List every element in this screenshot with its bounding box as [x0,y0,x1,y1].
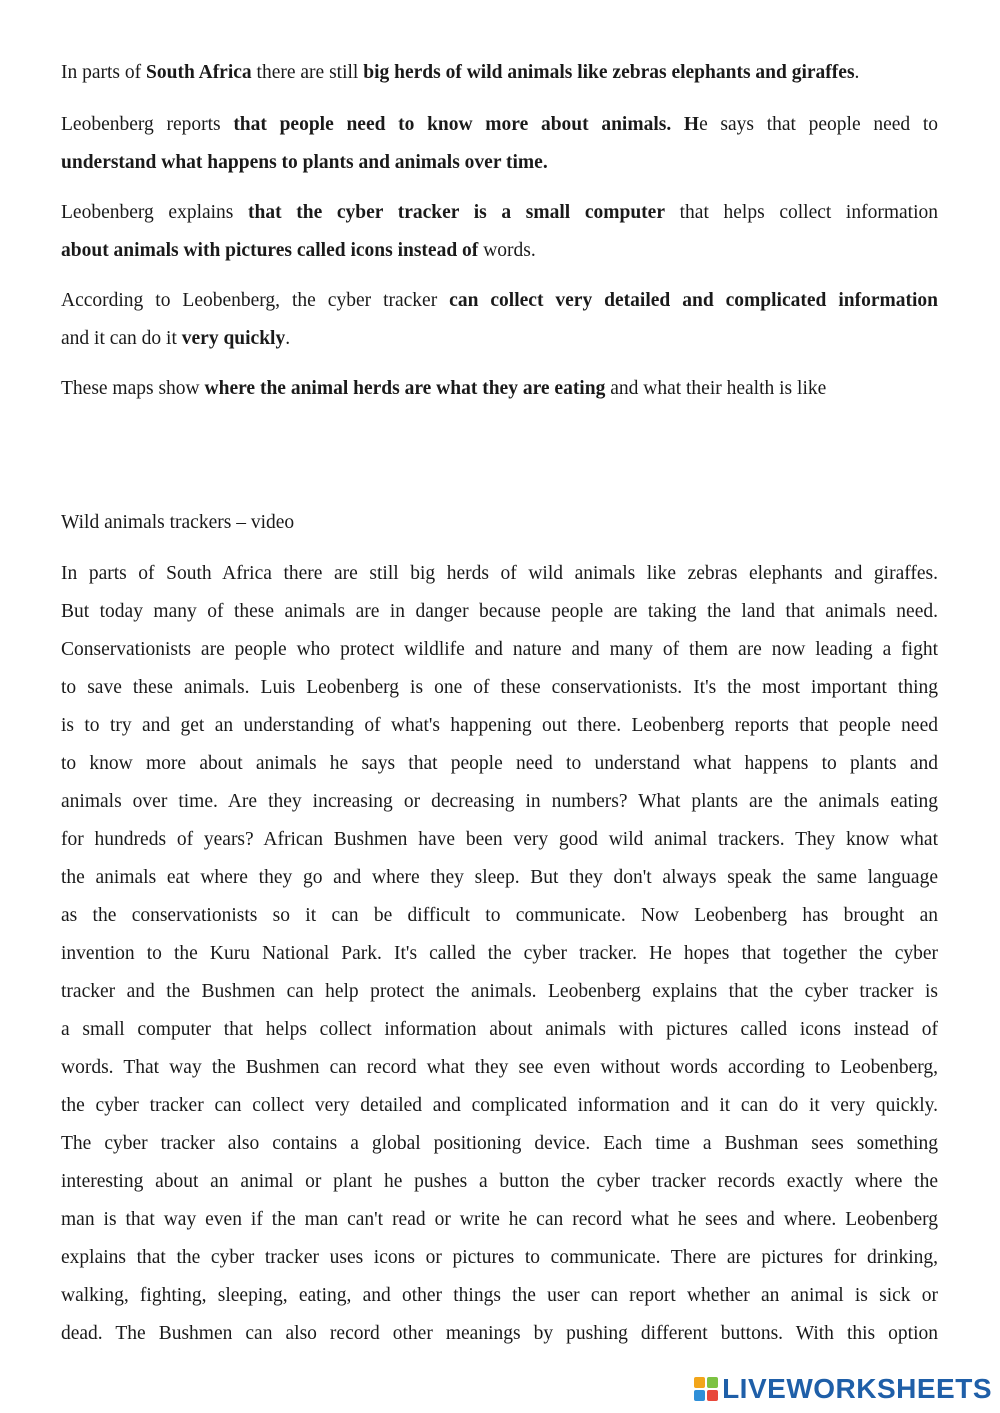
summary-paragraph [61,106,938,182]
transcript-line: to save these animals. Luis Leobenberg is one of these conservationists. It's the most important thing [61,677,938,698]
bold-text: that the cyber tracker is a small computer [248,202,665,223]
transcript-line: explains that the cyber tracker uses icons or pictures to communicate. There are pictures for drinking, [61,1247,938,1268]
summary-paragraph [61,54,938,92]
transcript-line: interesting about an animal or plant he pushes a button the cyber tracker records exactly where the [61,1171,938,1192]
transcript-line: tracker and the Bushmen can help protect the animals. Leobenberg explains that the cyber tracker is [61,981,938,1002]
text: and it can do it [61,328,182,349]
transcript-line: Conservationists are people who protect wildlife and nature and many of them are now leading a fight [61,639,938,660]
summary-line [61,370,938,408]
transcript-line: In parts of South Africa there are still big herds of wild animals like zebras elephants and giraffes. [61,563,938,584]
bold-text: that people need to know more about animals. H [233,114,700,135]
text: . [854,62,860,83]
transcript-line: The cyber tracker also contains a global positioning device. Each time a Bushman sees something [61,1133,938,1154]
transcript-line: words. That way the Bushmen can record what they see even without words according to Leobenberg, [61,1057,938,1078]
transcript-line: walking, fighting, sleeping, eating, and other things the user can report whether an animal is sick or [61,1285,938,1306]
text: . [285,328,291,349]
transcript-line: man is that way even if the man can't read or write he can record what he sees and where. Leobenberg [61,1209,938,1230]
logo-text: LIVEWORKSHEETS [722,1373,992,1404]
summary-line [61,194,938,232]
text: Leobenberg explains [61,202,249,223]
transcript-line: the animals eat where they go and where they sleep. But they don't always speak the same language [61,867,938,888]
summary-line [61,144,938,182]
bold-text: big herds of wild animals like zebras elephants and giraffes [363,62,855,83]
transcript-line: animals over time. Are they increasing or decreasing in numbers? What plants are the animals eating [61,791,938,812]
bold-text: very quickly [181,328,286,349]
liveworksheets-logo-icon [694,1377,718,1401]
transcript-line: the cyber tracker can collect very detailed and complicated information and it can do it very quickly. [61,1095,938,1116]
text: e says that people need to [699,114,938,135]
summary-line [61,54,938,92]
summary-line [61,282,938,320]
transcript-line: as the conservationists so it can be difficult to communicate. Now Leobenberg has brought an [61,905,938,926]
text: These maps show [61,378,205,399]
summary-line [61,232,938,270]
bold-text: can collect very detailed and complicated information [449,290,938,311]
summary-line [61,320,938,358]
text: In parts of [61,62,147,83]
bold-text: understand what happens to plants and animals over time. [61,152,548,173]
transcript-title: Wild animals trackers – video [61,512,295,533]
bold-text: South Africa [146,62,252,83]
transcript-line: invention to the Kuru National Park. It's called the cyber tracker. He hopes that together the cyber [61,943,938,964]
text: there are still [251,62,364,83]
text: and what their health is like [605,378,827,399]
transcript-body [61,555,938,1353]
text: words. [478,240,536,261]
transcript-line: But today many of these animals are in danger because people are taking the land that animals need. [61,601,938,622]
summary-paragraph [61,282,938,358]
transcript-line: to know more about animals he says that people need to understand what happens to plants and [61,753,938,774]
transcript-line: dead. The Bushmen can also record other meanings by pushing different buttons. With this option [61,1323,938,1344]
summary-line [61,106,938,144]
text: that helps collect information [665,202,938,223]
transcript-line: a small computer that helps collect information about animals with pictures called icons instead of [61,1019,938,1040]
summary-paragraph [61,370,938,408]
bold-text: where the animal herds are what they are eating [204,378,606,399]
transcript-line: for hundreds of years? African Bushmen have been very good wild animal trackers. They know what [61,829,938,850]
summary-paragraph [61,194,938,270]
text: According to Leobenberg, the cyber tracker [61,290,450,311]
bold-text: about animals with pictures called icons instead of [61,240,479,261]
text: Leobenberg reports [61,114,234,135]
liveworksheets-logo [694,1369,992,1409]
transcript-line: is to try and get an understanding of what's happening out there. Leobenberg reports that people need [61,715,938,736]
